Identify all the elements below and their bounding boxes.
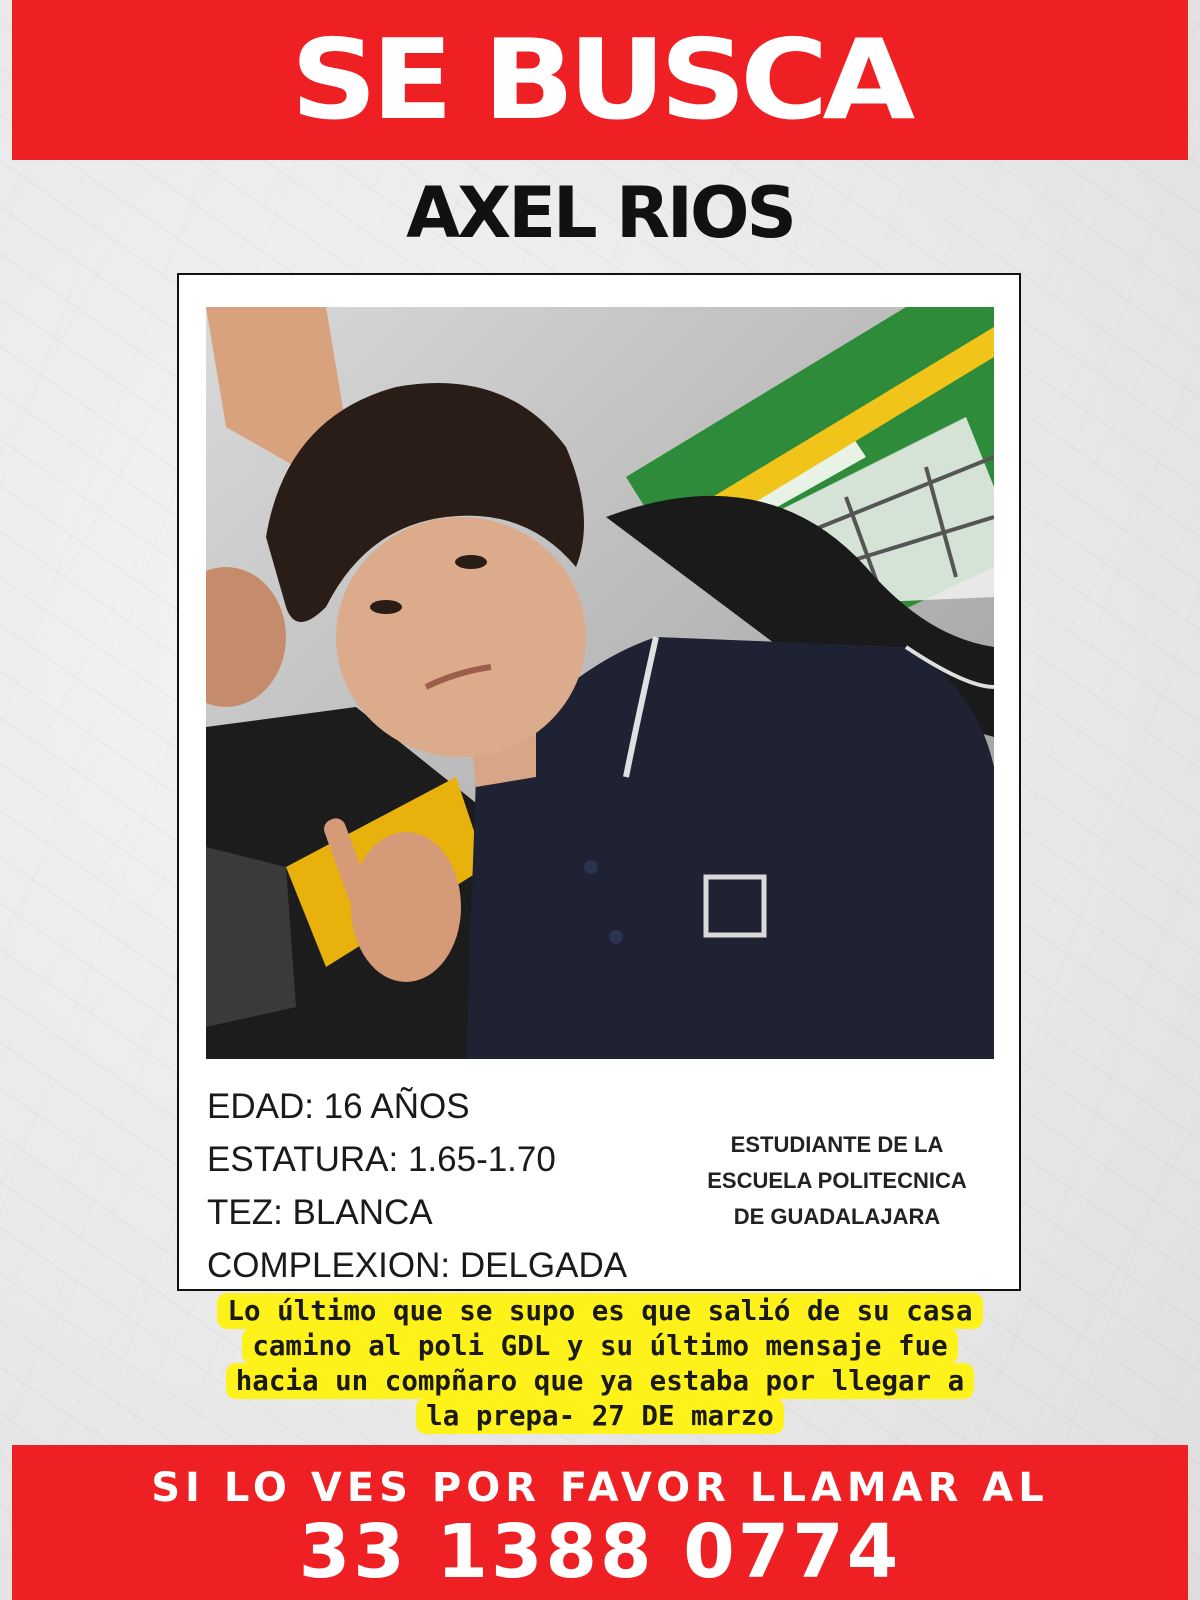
school-line: DE GUADALAJARA <box>733 1204 941 1229</box>
missing-person-name: AXEL RIOS <box>406 172 794 254</box>
note-text: Lo último que se supo es que salió de su casa <box>227 1295 973 1327</box>
top-banner <box>12 0 1188 160</box>
phone-number: 33 1388 0774 <box>298 1509 902 1595</box>
school-info <box>672 1127 1002 1235</box>
note-line <box>416 1398 784 1434</box>
build-text: COMPLEXION: DELGADA <box>207 1246 628 1285</box>
poster-title: SE BUSCA <box>290 16 910 144</box>
height-text: ESTATURA: 1.65-1.70 <box>207 1140 556 1179</box>
call-instruction: SI LO VES POR FAVOR LLAMAR AL <box>151 1465 1049 1511</box>
note-line <box>242 1328 957 1364</box>
last-seen-note <box>184 1294 1016 1434</box>
person-photo <box>206 307 994 1059</box>
age-text: EDAD: 16 AÑOS <box>207 1087 470 1126</box>
note-text: hacia un compñaro que ya estaba por llegar a <box>235 1365 965 1397</box>
person-photo-icon <box>206 307 994 1059</box>
note-line <box>226 1363 974 1399</box>
school-line: ESCUELA POLITECNICA <box>707 1168 967 1193</box>
note-text: la prepa- 27 DE marzo <box>426 1400 774 1432</box>
note-text: camino al poli GDL y su último mensaje fue <box>252 1330 948 1362</box>
person-details <box>207 1080 687 1292</box>
complexion-skin-text: TEZ: BLANCA <box>207 1193 433 1232</box>
bottom-banner <box>12 1445 1188 1600</box>
school-line: ESTUDIANTE DE LA <box>730 1132 944 1157</box>
note-line <box>217 1293 982 1329</box>
